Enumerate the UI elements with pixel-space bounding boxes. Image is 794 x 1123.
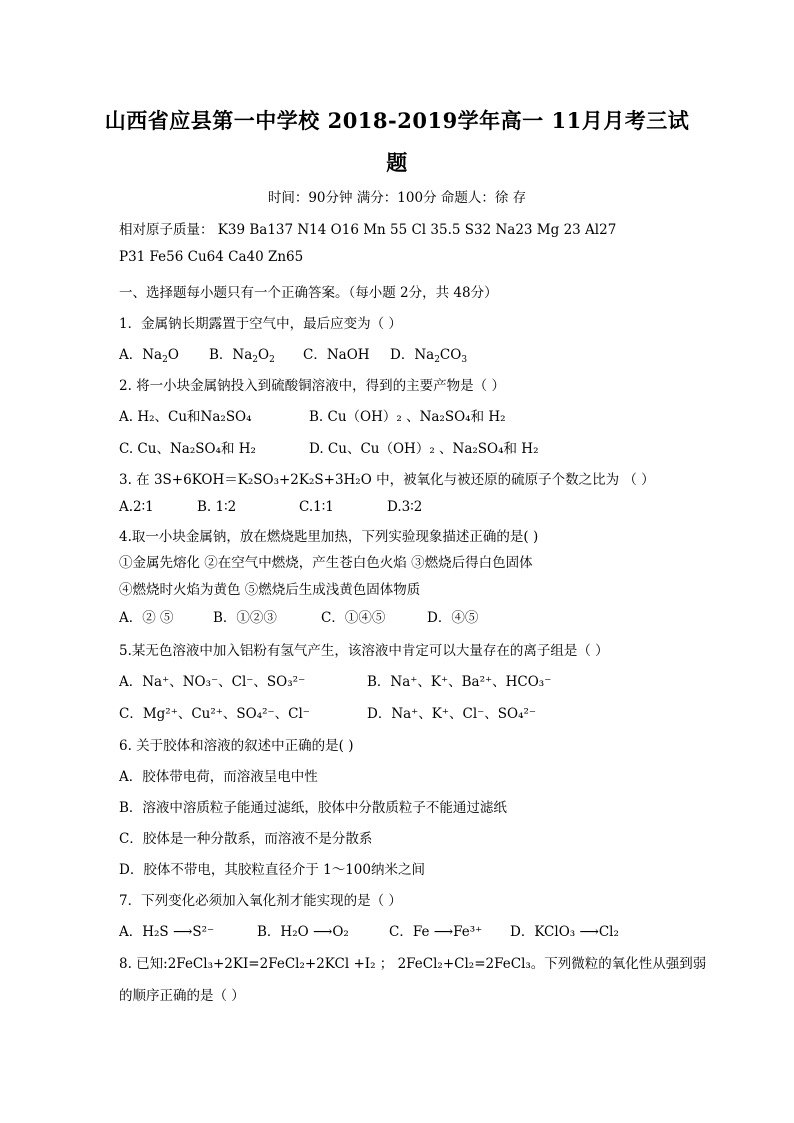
q7-option-a: A．H₂S ⟶S²⁻ (119, 924, 215, 940)
q7-stem: 7．下列变化必须加入氧化剂才能实现的是（ ） (119, 893, 402, 909)
exam-meta: 时间：90分钟 满分：100分 命题人：徐 存 (267, 190, 527, 206)
q1-options (119, 343, 679, 363)
q3-option-a: A.2∶1 (119, 499, 154, 515)
section-heading: 一、选择题每小题只有一个正确答案。（每小题 2分，共 48分） (119, 285, 498, 301)
q4-options (119, 606, 679, 626)
q5-option-a: A．Na⁺、NO₃⁻、Cl⁻、SO₃²⁻ (119, 674, 306, 690)
q4-option-b: B．①②③ (213, 610, 277, 626)
q2-options-row1 (119, 405, 679, 425)
q6-option-d: D．胶体不带电，其胶粒直径介于 1～100纳米之间 (119, 862, 425, 878)
atomic-mass-line2: P31 Fe56 Cu64 Ca40 Zn65 (119, 249, 304, 265)
q6-stem: 6. 关于胶体和溶液的叙述中正确的是( ) (119, 738, 354, 754)
q5-stem: 5.某无色溶液中加入铝粉有氢气产生，该溶液中肯定可以大量存在的离子组是（ ） (119, 643, 609, 659)
exam-title-line2: 题 (386, 150, 408, 175)
q6-option-c: C．胶体是一种分散系，而溶液不是分散系 (119, 831, 373, 847)
q2-stem: 2. 将一小块金属钠投入到硫酸铜溶液中，得到的主要产物是（ ） (119, 378, 505, 394)
q4-option-d: D．④⑤ (427, 610, 479, 626)
q1-option-d: D．$Na_2CO_3$ (390, 347, 468, 365)
q3-stem: 3. 在 3S+6KOH＝K₂SO₃+2K₂S+3H₂O 中，被氧化与被还原的硫原子个数之比为 （ ） (119, 472, 655, 488)
q2-options-row2 (119, 437, 679, 457)
q2-option-d: D. Cu、Cu（OH）₂ 、Na₂SO₄和 H₂ (309, 441, 539, 457)
q4-option-c: C．①④⑤ (321, 610, 386, 626)
q4-option-a: A．② ⑤ (119, 610, 174, 626)
q1-option-b: B．$Na_2O_2$ (209, 347, 275, 365)
q6-option-a: A．胶体带电荷，而溶液呈电中性 (119, 769, 318, 785)
q1-option-c: C．NaOH (303, 347, 370, 363)
exam-title-line1: 山西省应县第一中学校 2018-2019学年高一 11月月考三试 (104, 108, 690, 133)
q7-option-b: B．H₂O ⟶O₂ (257, 924, 349, 940)
q3-option-d: D.3∶2 (387, 499, 423, 515)
q1-stem: 1．金属钠长期露置于空气中，最后应变为（ ） (119, 316, 402, 332)
q5-options-row1 (119, 670, 679, 690)
q4-statements-2: ④燃烧时火焰为黄色 ⑤燃烧后生成浅黄色固体物质 (119, 582, 421, 598)
q4-stem: 4.取一小块金属钠，放在燃烧匙里加热，下列实验现象描述正确的是( ) (119, 529, 539, 545)
q5-option-d: D．Na⁺、K⁺、Cl⁻、SO₄²⁻ (367, 706, 537, 722)
q5-option-c: C．Mg²⁺、Cu²⁺、SO₄²⁻、Cl⁻ (119, 706, 310, 722)
q1-option-a: A．$Na_2O$ (119, 347, 179, 365)
q3-option-c: C.1∶1 (299, 499, 334, 515)
q8-stem-line1: 8. 已知:2FeCl₃+2KI=2FeCl₂+2KCl +I₂ ； 2FeCl₂+Cl₂=2FeCl₃。下列微粒的氧化性从强到弱 (119, 956, 707, 972)
q2-option-a: A. H₂、Cu和Na₂SO₄ (119, 409, 252, 425)
q5-option-b: B．Na⁺、K⁺、Ba²⁺、HCO₃⁻ (367, 674, 552, 690)
q7-option-c: C．Fe ⟶Fe³⁺ (389, 924, 483, 940)
q7-options (119, 920, 679, 940)
q8-stem-line2: 的顺序正确的是（ ） (119, 988, 245, 1004)
q5-options-row2 (119, 702, 679, 722)
q7-option-d: D．KClO₃ ⟶Cl₂ (510, 924, 619, 940)
q2-option-c: C. Cu、Na₂SO₄和 H₂ (119, 441, 256, 457)
q3-options (119, 499, 679, 519)
q4-statements-1: ①金属先熔化 ②在空气中燃烧，产生苍白色火焰 ③燃烧后得白色固体 (119, 555, 533, 571)
q2-option-b: B. Cu（OH）₂ 、Na₂SO₄和 H₂ (309, 409, 506, 425)
q3-option-b: B. 1∶2 (197, 499, 237, 515)
q6-option-b: B．溶液中溶质粒子能通过滤纸，胶体中分散质粒子不能通过滤纸 (119, 800, 507, 816)
atomic-mass-line1: 相对原子质量： K39 Ba137 N14 O16 Mn 55 Cl 35.5 S32 Na23 Mg 23 Al27 (119, 222, 617, 238)
